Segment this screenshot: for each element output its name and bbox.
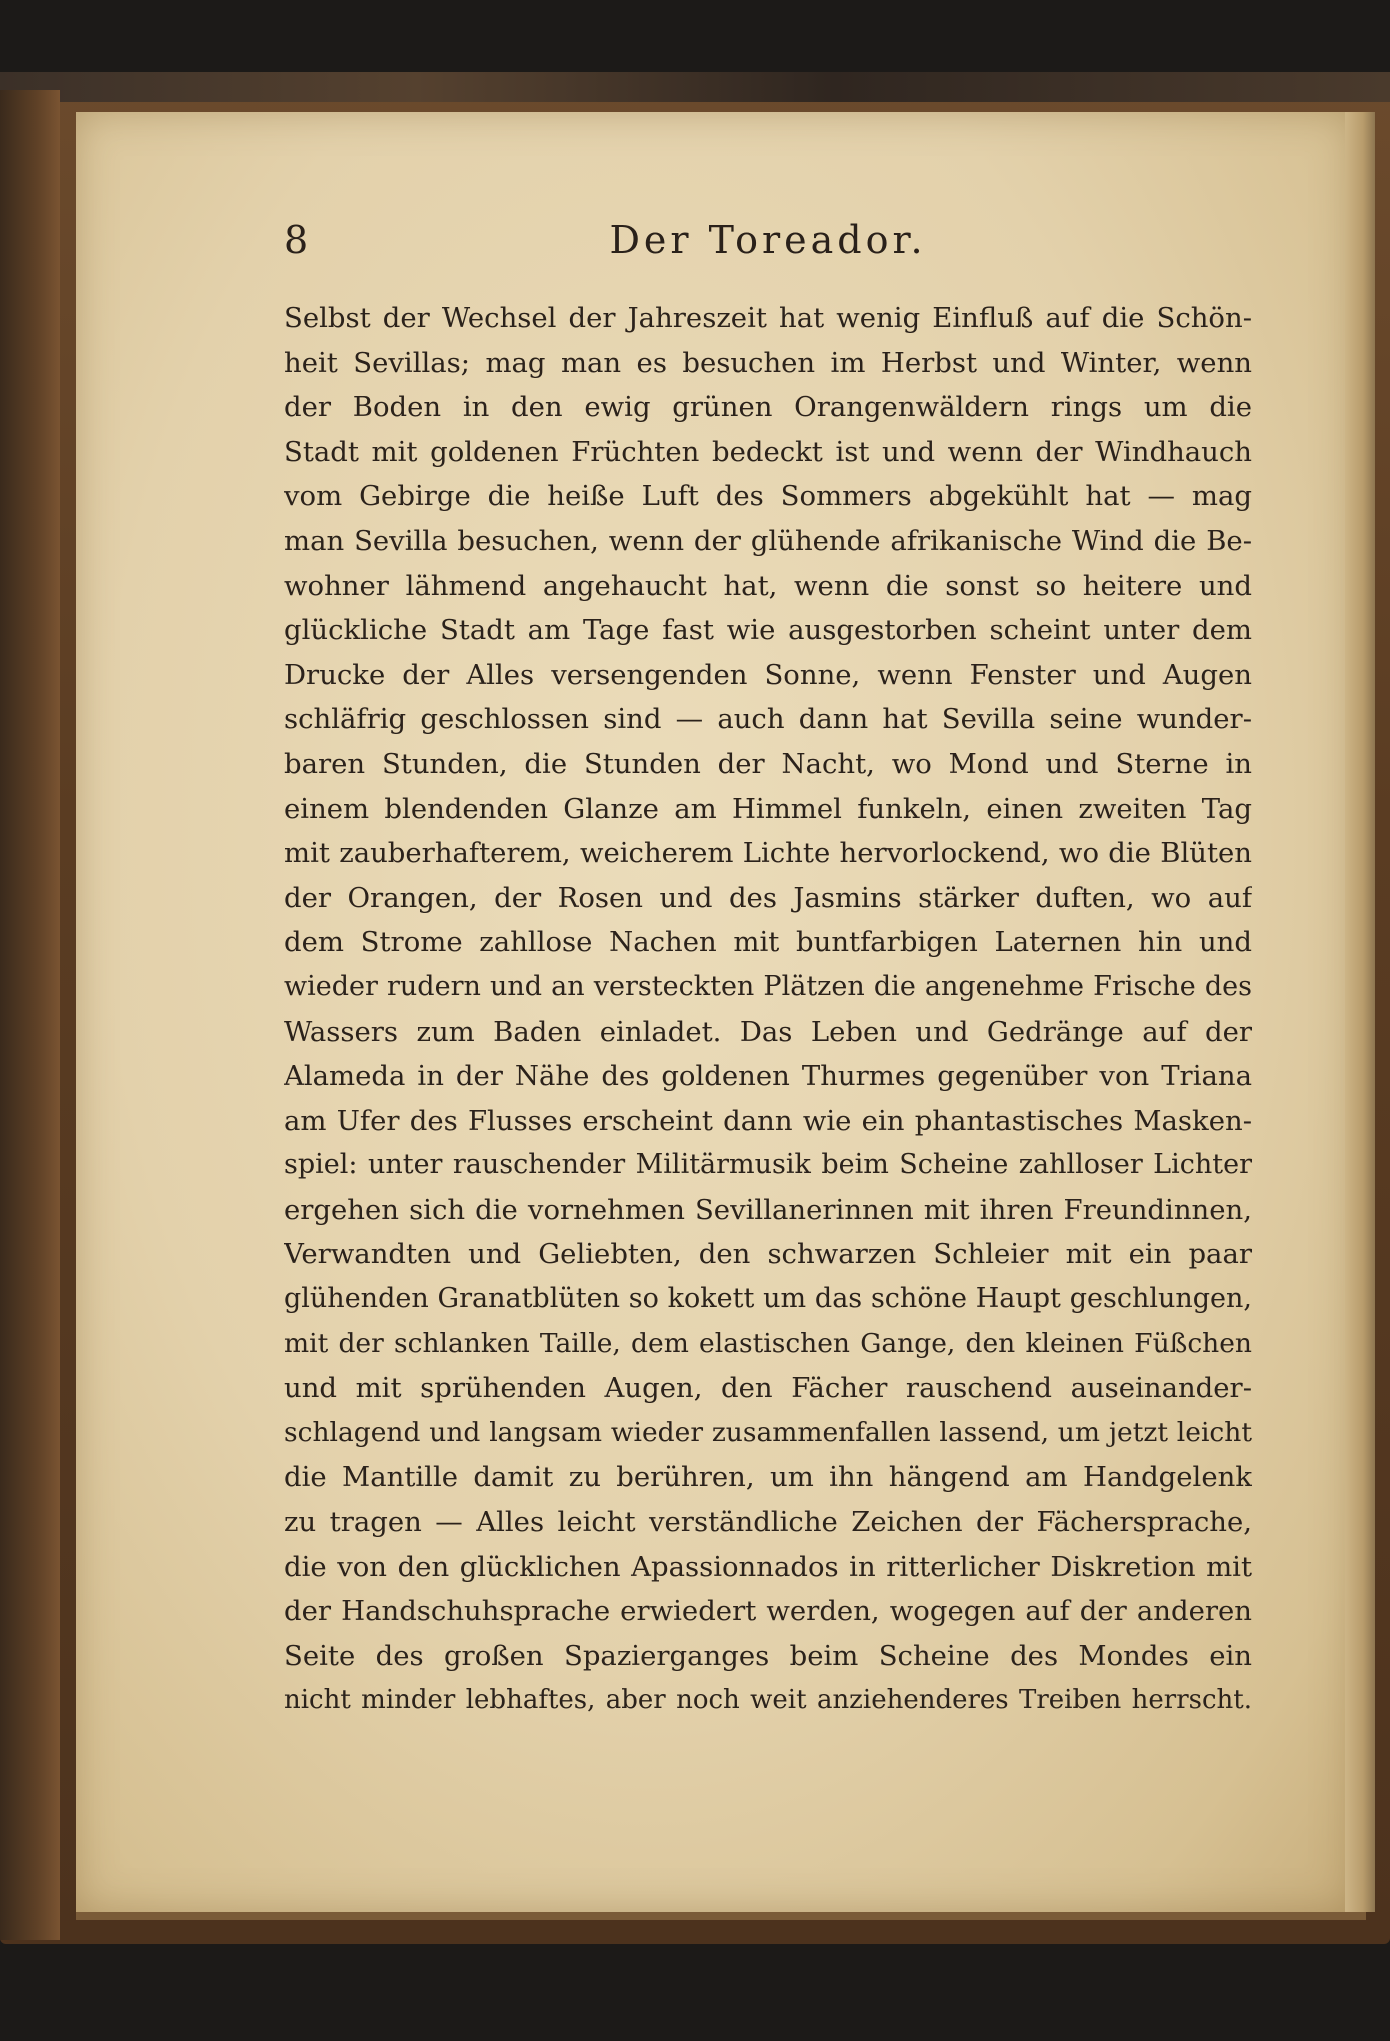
text-line: Stadt mit goldenen Früchten bedeckt ist und wenn der Windhauch <box>284 435 1252 468</box>
text-line: und mit sprühenden Augen, den Fächer rauschend auseinander- <box>284 1372 1252 1405</box>
book-spine-edge <box>0 90 60 1940</box>
text-line: der Orangen, der Rosen und des Jasmins stärker duften, wo auf <box>284 881 1252 914</box>
text-line: die von den glücklichen Apassionnados in ritterlicher Diskretion mit <box>284 1550 1252 1583</box>
text-line: die Mantille damit zu berühren, um ihn hängend am Handgelenk <box>284 1461 1252 1494</box>
text-line: am Ufer des Flusses erscheint dann wie ein phantastisches Masken- <box>284 1104 1252 1137</box>
cover-bottom-edge <box>76 1912 1366 1920</box>
text-line: mit zauberhafterem, weicherem Lichte hervorlockend, wo die Blüten <box>284 837 1252 870</box>
text-line: vom Gebirge die heiße Luft des Sommers abgekühlt hat — mag <box>284 480 1252 513</box>
text-line: man Sevilla besuchen, wenn der glühende afrikanische Wind die Be- <box>284 524 1252 557</box>
text-line: Verwandten und Geliebten, den schwarzen Schleier mit ein paar <box>284 1238 1252 1271</box>
text-line: nicht minder lebhaftes, aber noch weit anziehenderes Treiben herrscht. <box>284 1685 1252 1716</box>
text-line: Alameda in der Nähe des goldenen Thurmes gegenüber von Triana <box>284 1060 1252 1093</box>
text-line: schläfrig geschlossen sind — auch dann hat Sevilla seine wunder- <box>284 703 1252 736</box>
cover-top-edge <box>0 72 1390 102</box>
text-line: wieder rudern und an versteckten Plätzen die angenehme Frische des <box>284 970 1252 1002</box>
page-header <box>284 212 1252 268</box>
text-line: baren Stunden, die Stunden der Nacht, wo Mond und Sterne in <box>284 747 1252 780</box>
text-line: glühenden Granatblüten so kokett um das schöne Haupt geschlungen, <box>284 1283 1252 1315</box>
text-line: ergehen sich die vornehmen Sevillanerinnen mit ihren Freundinnen, <box>284 1193 1252 1226</box>
text-line: schlagend und langsam wieder zusammenfallen lassend, um jetzt leicht <box>284 1416 1252 1448</box>
text-line: Drucke der Alles versengenden Sonne, wenn Fenster und Augen <box>284 658 1252 691</box>
running-title: Der Toreador. <box>609 218 927 262</box>
text-line: einem blendenden Glanze am Himmel funkeln, einen zweiten Tag <box>284 792 1252 825</box>
text-line: der Handschuhsprache erwiedert werden, wogegen auf der anderen <box>284 1595 1252 1628</box>
page-number: 8 <box>284 218 309 262</box>
page-fore-edge <box>1345 112 1375 1912</box>
text-line: mit der schlanken Taille, dem elastischen Gange, den kleinen Füßchen <box>284 1327 1252 1359</box>
text-line: spiel: unter rauschender Militärmusik beim Scheine zahlloser Lichter <box>284 1149 1252 1181</box>
text-line: zu tragen — Alles leicht verständliche Zeichen der Fächersprache, <box>284 1506 1252 1539</box>
text-line: heit Sevillas; mag man es besuchen im Herbst und Winter, wenn <box>284 346 1252 379</box>
text-line: Selbst der Wechsel der Jahreszeit hat wenig Einfluß auf die Schön- <box>284 302 1252 334</box>
text-line: der Boden in den ewig grünen Orangenwäldern rings um die <box>284 391 1252 424</box>
text-line: Seite des großen Spazierganges beim Scheine des Mondes ein <box>284 1639 1252 1672</box>
body-text <box>284 296 1252 1723</box>
text-line: glückliche Stadt am Tage fast wie ausgestorben scheint unter dem <box>284 614 1252 647</box>
text-line: Wassers zum Baden einladet. Das Leben und Gedränge auf der <box>284 1015 1252 1048</box>
text-line: wohner lähmend angehaucht hat, wenn die sonst so heitere und <box>284 569 1252 602</box>
text-line: dem Strome zahllose Nachen mit buntfarbigen Laternen hin und <box>284 926 1252 959</box>
